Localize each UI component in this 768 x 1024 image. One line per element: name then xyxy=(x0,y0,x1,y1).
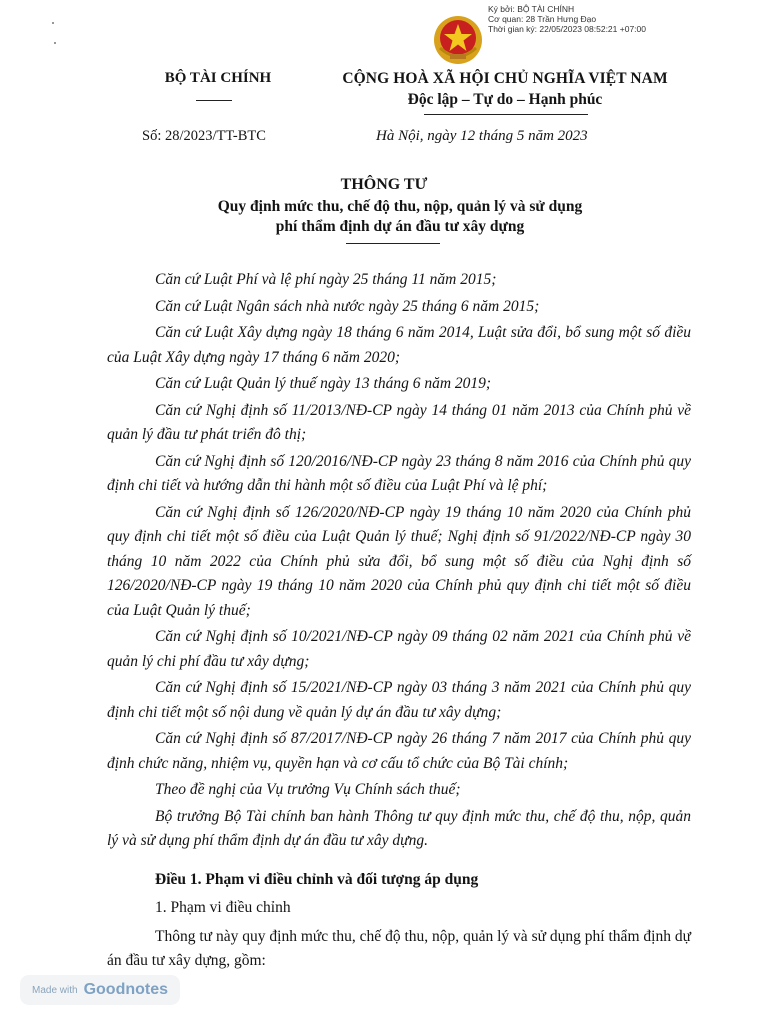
signature-time: Thời gian ký: 22/05/2023 08:52:21 +07:00 xyxy=(488,24,646,34)
national-motto: Độc lập – Tự do – Hạnh phúc xyxy=(407,91,603,108)
country-name: CỘNG HOÀ XÃ HỘI CHỦ NGHĨA VIỆT NAM xyxy=(342,70,668,87)
document-number: Số: 28/2023/TT-BTC xyxy=(142,128,266,144)
preamble-paragraph: Căn cứ Nghị định số 126/2020/NĐ-CP ngày 19 tháng 10 năm 2020 của Chính phủ quy định chi tiết một số điều của Luật Quản lý thuế; Nghị định số 91/2022/NĐ-CP ngày 30 tháng 10 năm 2022 của Chính phủ sửa đổi, bổ sung một số điều của Nghị định số 126/2020/NĐ-CP ngày 19 tháng 10 năm 2020 của Chính phủ quy định chi tiết một số điều của Luật Quản lý thuế; xyxy=(107,503,691,619)
article-heading: Điều 1. Phạm vi điều chỉnh và đối tượng áp dụng xyxy=(155,870,479,888)
issuing-agency: BỘ TÀI CHÍNH xyxy=(164,70,272,86)
preamble-paragraph: Căn cứ Luật Quản lý thuế ngày 13 tháng 6 năm 2019; xyxy=(155,375,492,392)
clause-text: Thông tư này quy định mức thu, chế độ thu, nộp, quản lý và sử dụng phí thẩm định dự án đầu tư xây dựng, gồm: xyxy=(107,927,691,969)
preamble-paragraph: Căn cứ Nghị định số 120/2016/NĐ-CP ngày 23 tháng 8 năm 2016 của Chính phủ quy định chi tiết và hướng dẫn thi hành một số điều của Luật Phí và lệ phí; xyxy=(107,452,691,494)
watermark-brand: Goodnotes xyxy=(83,981,169,998)
scan-dot xyxy=(52,22,54,24)
document-title-line-2: phí thẩm định dự án đầu tư xây dựng xyxy=(275,218,525,235)
agency-divider xyxy=(196,100,232,101)
preamble-paragraph: Căn cứ Nghị định số 15/2021/NĐ-CP ngày 03 tháng 3 năm 2021 của Chính phủ quy định chi tiết một số nội dung về quản lý dự án đầu tư xây dựng; xyxy=(107,679,691,721)
document-type: THÔNG TƯ xyxy=(340,176,428,193)
preamble-paragraph: Căn cứ Nghị định số 87/2017/NĐ-CP ngày 26 tháng 7 năm 2017 của Chính phủ quy định chức năng, nhiệm vụ, quyền hạn và cơ cấu tổ chức của Bộ Tài chính; xyxy=(107,730,691,772)
place-and-date: Hà Nội, ngày 12 tháng 5 năm 2023 xyxy=(376,128,588,144)
motto-divider xyxy=(424,114,588,115)
goodnotes-watermark xyxy=(20,975,180,1005)
preamble-paragraph: Theo đề nghị của Vụ trưởng Vụ Chính sách thuế; xyxy=(155,781,461,798)
preamble-paragraph: Căn cứ Nghị định số 10/2021/NĐ-CP ngày 09 tháng 02 năm 2021 của Chính phủ về quản lý chi phí đầu tư xây dựng; xyxy=(107,628,691,670)
document-body xyxy=(107,268,691,974)
clause-heading: 1. Phạm vi điều chỉnh xyxy=(155,899,291,916)
scan-dot xyxy=(54,42,56,44)
preamble-paragraph: Căn cứ Luật Ngân sách nhà nước ngày 25 tháng 6 năm 2015; xyxy=(155,297,540,315)
digital-signature-info xyxy=(488,4,646,34)
preamble-paragraph: Bộ trưởng Bộ Tài chính ban hành Thông tư quy định mức thu, chế độ thu, nộp, quản lý và sử dụng phí thẩm định dự án đầu tư xây dựng. xyxy=(107,807,691,849)
national-emblem-icon xyxy=(432,14,484,66)
preamble-paragraph: Căn cứ Luật Xây dựng ngày 18 tháng 6 năm 2014, Luật sửa đổi, bổ sung một số điều của Luật Xây dựng ngày 17 tháng 6 năm 2020; xyxy=(107,324,691,366)
title-divider xyxy=(346,243,440,244)
preamble-paragraph: Căn cứ Luật Phí và lệ phí ngày 25 tháng 11 năm 2015; xyxy=(155,271,497,288)
preamble-paragraph: Căn cứ Nghị định số 11/2013/NĐ-CP ngày 14 tháng 01 năm 2013 của Chính phủ về quản lý đầu tư phát triển đô thị; xyxy=(107,401,691,443)
watermark-made-with: Made with xyxy=(32,984,78,996)
signature-agency: Cơ quan: 28 Trần Hưng Đạo xyxy=(488,14,597,24)
document-title-line-1: Quy định mức thu, chế độ thu, nộp, quản lý và sử dụng xyxy=(217,198,583,215)
signature-signer: Ký bởi: BỘ TÀI CHÍNH xyxy=(488,4,575,14)
